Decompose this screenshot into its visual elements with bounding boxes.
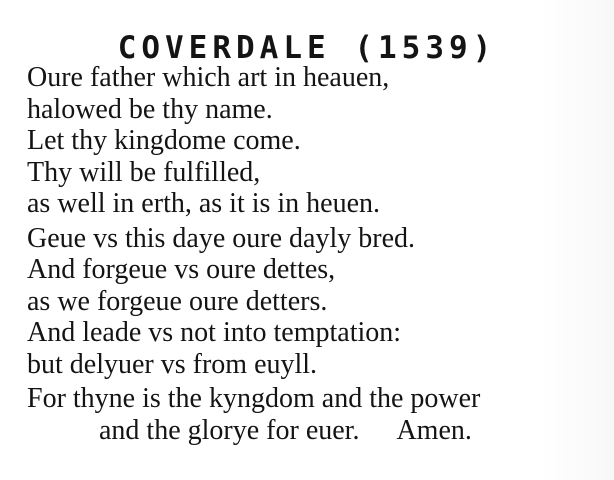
prayer-line-10: but delyuer vs from euyll. — [27, 348, 318, 380]
prayer-line-6: Geue vs this daye oure dayly bred. — [27, 222, 415, 254]
amen-text: Amen. — [396, 414, 472, 446]
prayer-line-7: And forgeue vs oure dettes, — [27, 254, 336, 285]
prayer-line-5: as well in erth, as it is in heuen. — [27, 188, 381, 219]
prayer-line-12 — [27, 415, 480, 447]
prayer-line-9: And leade vs not into temptation: — [27, 317, 402, 348]
prayer-line-12-text: and the glorye for euer. — [99, 414, 360, 446]
prayer-text — [27, 62, 480, 446]
prayer-line-2: halowed be thy name. — [27, 93, 273, 125]
prayer-line-3: Let thy kingdome come. — [27, 125, 301, 156]
prayer-line-8: as we forgeue oure detters. — [27, 285, 328, 317]
page-title: COVERDALE (1539) — [117, 29, 497, 66]
prayer-line-11: For thyne is the kyngdom and the power — [27, 383, 481, 414]
prayer-line-1: Oure father which art in heauen, — [27, 62, 390, 93]
prayer-line-4: Thy will be fulfilled, — [27, 156, 261, 188]
page-shadow — [539, 0, 614, 480]
